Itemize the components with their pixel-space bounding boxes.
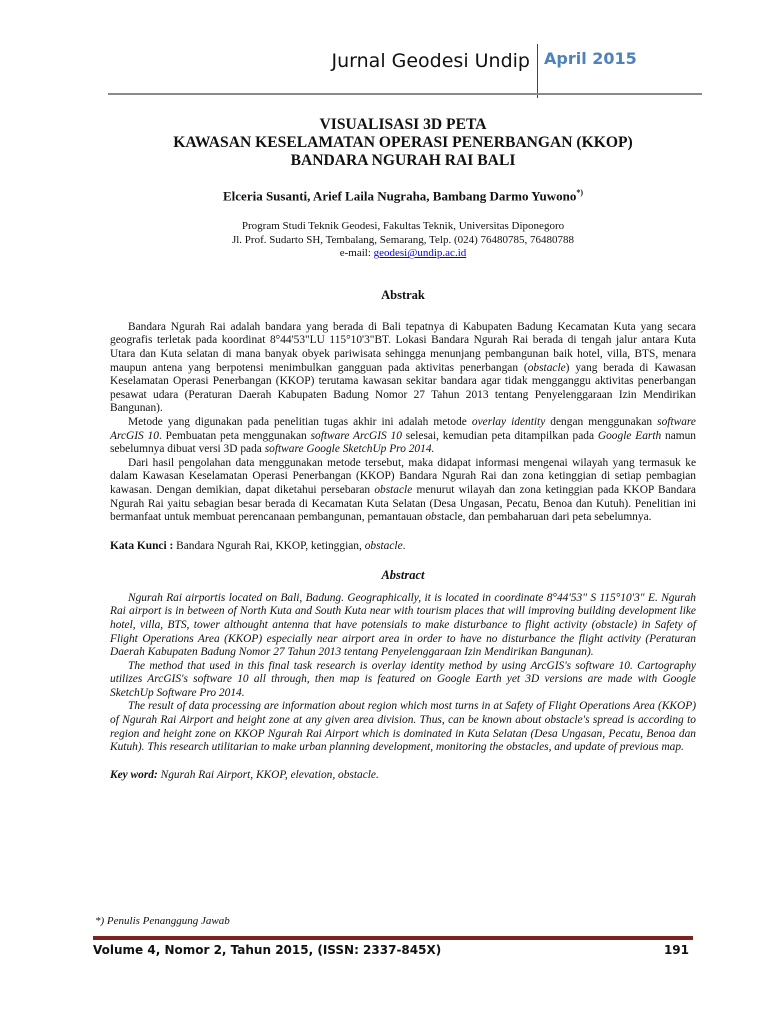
abstrak-p2-em1: overlay identity bbox=[471, 415, 546, 428]
affiliation bbox=[110, 220, 696, 261]
abstrak-paragraph-2 bbox=[110, 416, 696, 457]
abstrak-paragraph-3 bbox=[110, 457, 696, 525]
kata-kunci-text: Bandara Ngurah Rai, KKOP, ketinggian, bbox=[176, 539, 365, 552]
abstract-heading: Abstract bbox=[381, 567, 425, 582]
kata-kunci-end: . bbox=[402, 539, 406, 552]
title-line-3: BANDARA NGURAH RAI BALI bbox=[290, 152, 516, 169]
key-words bbox=[110, 769, 696, 781]
abstrak-p2-c: . Pembuatan peta menggunakan bbox=[158, 429, 311, 442]
abstract-paragraph-1: Ngurah Rai airportis located on Bali, Badung. Geographically, it is located in coordinate 8°44'53" S 115°10'3" E. Ngurah Rai airport is in between of North Kuta and South Kuta near with tourism places that will improving building development like hotel, villa, BTS, tower althought antenna that have potensials to make disturbance to flight activity (obstacle) in Safety of Flight Operations Area (KKOP) especially near airport area in order to have no disturbance the flight activity (Peraturan Daerah Kabupaten Badung Nomor 27 Tahun 2013 tentang Penyelenggaraan Izin Mendirikan Bangunan). bbox=[110, 591, 696, 659]
kata-kunci-label: Kata Kunci : bbox=[110, 539, 177, 552]
affiliation-institution: Program Studi Teknik Geodesi, Fakultas Teknik, Universitas Diponegoro bbox=[241, 220, 565, 233]
kata-kunci bbox=[110, 540, 696, 552]
page-header bbox=[0, 0, 768, 100]
abstrak-p2-em3: software ArcGIS 10 bbox=[310, 429, 402, 442]
abstrak-p2-em2: software ArcGIS 10 bbox=[110, 415, 696, 442]
title-line-1: VISUALISASI 3D PETA bbox=[319, 116, 487, 133]
abstrak-p3-b: menurut wilayah dan zona ketinggian pada KKOP Bandara Ngurah Rai yaitu sebagian besar berada di Kecamatan Kuta Selatan (Desa Ungasan, Pecatu, Benoa dan Kutuh). Penelitian ini bermanfaat untuk membuat perencanaan pembangunan, pemantauan bbox=[110, 483, 696, 524]
abstract-paragraph-3: The result of data processing are information about region which most turns in at Safety of Flight Operations Area (KKOP) of Ngurah Rai Airport and height zone at any given area division. Thus, can be known about obstacle's spread is according to region and height zone on KKOP Ngurah Rai Airport which is dominated in Kuta Selatan (Desa Ungasan, Pecatu, Benoa dan Kutuh). This research utilitarian to make urban planning development, monitoring the obstacles, and update of previous map. bbox=[110, 700, 696, 754]
abstrak-p2-b: dengan menggunakan bbox=[545, 415, 658, 428]
journal-name: Jurnal Geodesi Undip bbox=[331, 50, 530, 72]
author-list bbox=[110, 188, 696, 204]
page-number: 191 bbox=[663, 943, 689, 957]
author-names: Elceria Susanti, Arief Laila Nugraha, Bambang Darmo Yuwono bbox=[223, 188, 577, 204]
footnote: *) Penulis Penanggung Jawab bbox=[95, 915, 230, 927]
key-words-label: Key word: bbox=[110, 768, 161, 781]
abstrak-paragraph-1 bbox=[110, 321, 696, 416]
abstrak-p2-e: namun sebelumnya dibuat versi 3D pada bbox=[110, 429, 697, 456]
volume-info: Volume 4, Nomor 2, Tahun 2015, (ISSN: 2337-845X) bbox=[93, 943, 442, 957]
affiliation-email bbox=[110, 247, 696, 261]
abstrak-p1-em: obstacle bbox=[527, 361, 566, 374]
issue-date: April 2015 bbox=[544, 49, 637, 68]
paper-title bbox=[110, 116, 696, 170]
title-line-2: KAWASAN KESELAMATAN OPERASI PENERBANGAN (KKOP) bbox=[173, 134, 633, 151]
abstrak-p2-a: Metode yang digunakan pada penelitian tugas akhir ini adalah metode bbox=[128, 415, 472, 428]
affiliation-address: Jl. Prof. Sudarto SH, Tembalang, Semarang, Telp. (024) 76480785, 76480788 bbox=[231, 233, 575, 246]
abstrak-p1-text: Bandara Ngurah Rai adalah bandara yang berada di Bali tepatnya di Kabupaten Badung Kecamatan Kuta yang secara geografis terletak pada koordinat 8°44'53"LU 115°10'3"BT. Lokasi Bandara Ngurah Rai berada di tengah jalur antara Kuta Utara dan Kuta selatan di mana banyak obyek pariwisata sehingga menunjang pembangunan baik hotel, villa, BTS, menara maupun antena yang berpotensi menimbulkan gangguan pada aktivitas penerbangan ( bbox=[110, 320, 696, 374]
abstrak-p3-em2: obs bbox=[425, 511, 442, 524]
abstrak-p2-em5: software Google SketchUp Pro 2014. bbox=[264, 443, 435, 456]
abstrak-p2-em4: Google Earth bbox=[597, 429, 662, 442]
email-label: e-mail: bbox=[339, 247, 374, 260]
abstrak-p2-d: selesai, kemudian peta ditampilkan pada bbox=[401, 429, 598, 442]
footer-rule bbox=[93, 936, 693, 940]
abstract-paragraph-2: The method that used in this final task research is overlay identity method by using ArcGIS's software 10. Cartography utilizes ArcGIS's software 10 all through, then map is featured on Google Earth yet 3D versions are made with Google SketchUp Software Pro 2014. bbox=[110, 659, 696, 699]
email-link[interactable]: geodesi@undip.ac.id bbox=[373, 247, 467, 260]
corresponding-mark: *) bbox=[576, 188, 583, 197]
abstrak-p1-end: ) yang berada di Kawasan Keselamatan Operasi Penerbangan (KKOP) terutama kawasan sekitar bandara agar tidak mengganggu aktivitas penerbangan pesawat udara (Peraturan Daerah Kabupaten Badung Nomor 27 Tahun 2013 tentang Penyelenggaraan Izin Mendirikan Bangunan). bbox=[110, 361, 696, 415]
abstrak-p3-a: Dari hasil pengolahan data menggunakan metode tersebut, maka didapat informasi mengenai wilayah yang termasuk ke dalam Kawasan Keselamatan Operasi Penerbangan (KKOP) Bandara Ngurah Rai dan zona ketinggian di setiap pembagian kawasan. Dengan demikian, dapat diketahui persebaran bbox=[110, 456, 696, 496]
abstrak-p3-c: tacle, dan pembaharuan dari peta sebelumnya. bbox=[441, 511, 652, 524]
header-rule bbox=[108, 93, 702, 95]
abstract-section bbox=[110, 592, 696, 781]
abstrak-p3-em: obstacle bbox=[374, 483, 413, 496]
abstrak-heading: Abstrak bbox=[381, 287, 425, 302]
kata-kunci-em: obstacle bbox=[364, 539, 403, 552]
key-words-text: Ngurah Rai Airport, KKOP, elevation, obstacle. bbox=[160, 768, 379, 781]
header-divider bbox=[537, 44, 538, 98]
abstrak-section bbox=[110, 321, 696, 552]
article-body bbox=[110, 116, 696, 781]
